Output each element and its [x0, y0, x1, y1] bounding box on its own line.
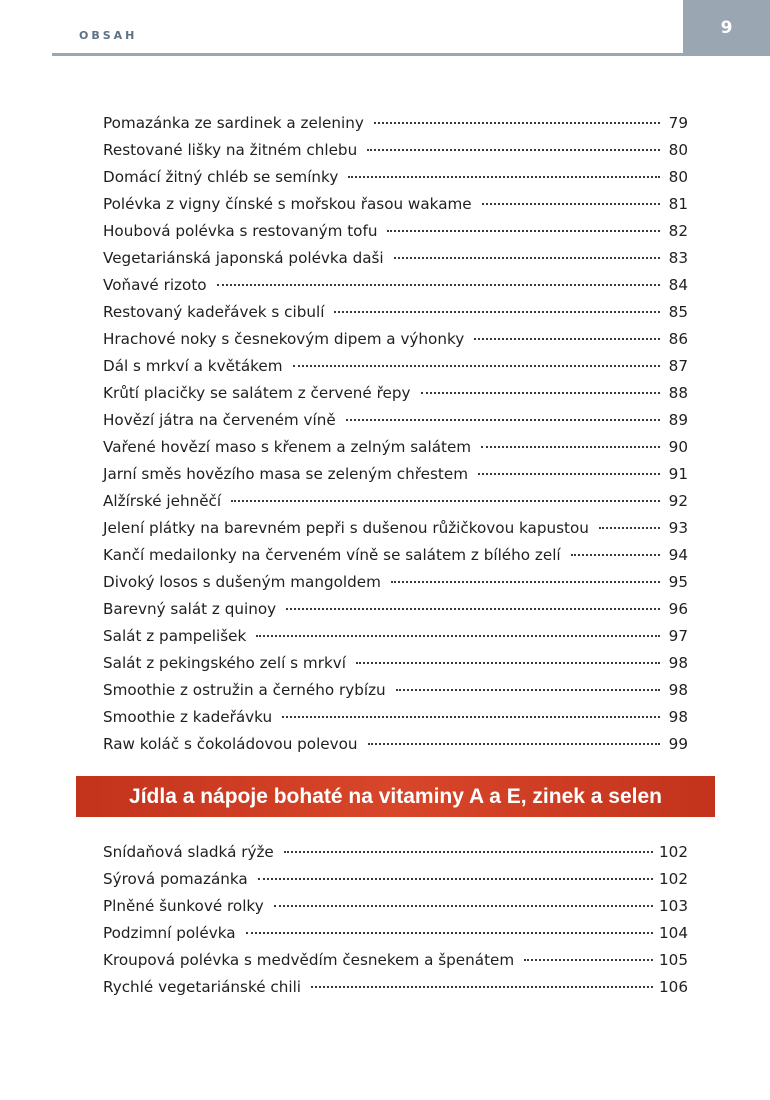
toc-entry[interactable]	[103, 542, 688, 569]
dot-leader	[246, 932, 653, 934]
toc-entry[interactable]	[103, 920, 688, 947]
toc-entry-page: 105	[659, 951, 688, 969]
dot-leader	[258, 878, 653, 880]
toc-entry[interactable]	[103, 704, 688, 731]
toc-entry-page: 102	[659, 843, 688, 861]
toc-entry-title: Podzimní polévka	[103, 924, 236, 942]
toc-entry[interactable]	[103, 353, 688, 380]
toc-entry-title: Divoký losos s dušeným mangoldem	[103, 573, 381, 591]
toc-entry[interactable]	[103, 947, 688, 974]
dot-leader	[348, 176, 660, 178]
toc-entry[interactable]	[103, 623, 688, 650]
toc-entry-title: Vegetariánská japonská polévka daši	[103, 249, 384, 267]
toc-entry-page: 103	[659, 897, 688, 915]
toc-entry[interactable]	[103, 596, 688, 623]
toc-entry-page: 98	[668, 654, 688, 672]
dot-leader	[284, 851, 653, 853]
toc-entry[interactable]	[103, 110, 688, 137]
dot-leader	[474, 338, 660, 340]
toc-entry-title: Plněné šunkové rolky	[103, 897, 264, 915]
dot-leader	[217, 284, 660, 286]
dot-leader	[286, 608, 660, 610]
toc-entry[interactable]	[103, 650, 688, 677]
dot-leader	[274, 905, 653, 907]
toc-entry-title: Jarní směs hovězího masa se zeleným chřestem	[103, 465, 468, 483]
toc-entry-page: 94	[668, 546, 688, 564]
toc-entry-title: Jelení plátky na barevném pepři s dušenou růžičkovou kapustou	[103, 519, 589, 537]
toc-list	[103, 110, 688, 758]
toc-entry[interactable]	[103, 299, 688, 326]
toc-entry-title: Sýrová pomazánka	[103, 870, 248, 888]
toc-entry-page: 96	[668, 600, 688, 618]
toc-entry-title: Kančí medailonky na červeném víně se salátem z bílého zelí	[103, 546, 561, 564]
toc-entry[interactable]	[103, 137, 688, 164]
dot-leader	[571, 554, 660, 556]
toc-entry-title: Domácí žitný chléb se semínky	[103, 168, 339, 186]
toc-entry-page: 80	[668, 141, 688, 159]
toc-entry-page: 83	[668, 249, 688, 267]
toc-entry[interactable]	[103, 866, 688, 893]
toc-entry-page: 98	[668, 708, 688, 726]
toc-entry-title: Raw koláč s čokoládovou polevou	[103, 735, 358, 753]
toc-entry-title: Vařené hovězí maso s křenem a zelným salátem	[103, 438, 472, 456]
toc-entry-title: Snídaňová sladká rýže	[103, 843, 274, 861]
toc-entry-page: 104	[659, 924, 688, 942]
toc-entry[interactable]	[103, 677, 688, 704]
toc-entry-page: 92	[668, 492, 688, 510]
page-number: 9	[683, 0, 770, 56]
toc-entry[interactable]	[103, 326, 688, 353]
toc-entry[interactable]	[103, 974, 688, 1001]
dot-leader	[481, 446, 660, 448]
toc-entry-page: 87	[668, 357, 688, 375]
toc-entry-page: 102	[659, 870, 688, 888]
running-header: OBSAH	[79, 29, 138, 42]
dot-leader	[524, 959, 653, 961]
toc-entry-page: 80	[668, 168, 688, 186]
toc-entry-page: 99	[668, 735, 688, 753]
toc-entry-page: 88	[668, 384, 688, 402]
toc-entry-title: Krůtí placičky se salátem z červené řepy	[103, 384, 411, 402]
toc-entry-title: Pomazánka ze sardinek a zeleniny	[103, 114, 364, 132]
dot-leader	[421, 392, 661, 394]
toc-entry-title: Hovězí játra na červeném víně	[103, 411, 336, 429]
toc-entry[interactable]	[103, 164, 688, 191]
toc-entry-page: 91	[668, 465, 688, 483]
toc-entry-title: Polévka z vigny čínské s mořskou řasou wakame	[103, 195, 472, 213]
dot-leader	[368, 743, 660, 745]
toc-entry[interactable]	[103, 407, 688, 434]
dot-leader	[374, 122, 660, 124]
dot-leader	[282, 716, 660, 718]
toc-entry-title: Restované lišky na žitném chlebu	[103, 141, 358, 159]
dot-leader	[311, 986, 653, 988]
toc-entry-title: Rychlé vegetariánské chili	[103, 978, 302, 996]
toc-entry-title: Alžírské jehněčí	[103, 492, 222, 510]
toc-entry-title: Salát z pampelišek	[103, 627, 247, 645]
toc-entry-page: 98	[668, 681, 688, 699]
dot-leader	[387, 230, 660, 232]
dot-leader	[478, 473, 660, 475]
dot-leader	[256, 635, 660, 637]
toc-entry-title: Barevný salát z quinoy	[103, 600, 277, 618]
toc-entry-title: Salát z pekingského zelí s mrkví	[103, 654, 346, 672]
dot-leader	[356, 662, 660, 664]
toc-entry-page: 95	[668, 573, 688, 591]
toc-entry-page: 97	[668, 627, 688, 645]
toc-entry[interactable]	[103, 461, 688, 488]
toc-entry-page: 93	[668, 519, 688, 537]
toc-entry[interactable]	[103, 272, 688, 299]
toc-entry-page: 82	[668, 222, 688, 240]
dot-leader	[599, 527, 660, 529]
toc-entry-page: 84	[668, 276, 688, 294]
dot-leader	[367, 149, 660, 151]
toc-entry[interactable]	[103, 731, 688, 758]
toc-entry-page: 90	[668, 438, 688, 456]
toc-list-section	[103, 839, 688, 1001]
toc-entry[interactable]	[103, 380, 688, 407]
toc-entry[interactable]	[103, 191, 688, 218]
toc-entry-title: Hrachové noky s česnekovým dipem a výhonky	[103, 330, 465, 348]
dot-leader	[391, 581, 660, 583]
toc-entry[interactable]	[103, 245, 688, 272]
toc-entry[interactable]	[103, 569, 688, 596]
toc-entry-title: Dál s mrkví a květákem	[103, 357, 283, 375]
toc-entry[interactable]	[103, 515, 688, 542]
toc-entry-title: Restovaný kadeřávek s cibulí	[103, 303, 325, 321]
dot-leader	[293, 365, 660, 367]
dot-leader	[346, 419, 660, 421]
dot-leader	[396, 689, 660, 691]
dot-leader	[482, 203, 660, 205]
toc-entry-page: 85	[668, 303, 688, 321]
toc-entry-page: 106	[659, 978, 688, 996]
toc-entry-page: 79	[668, 114, 688, 132]
toc-entry-page: 86	[668, 330, 688, 348]
toc-entry[interactable]	[103, 839, 688, 866]
toc-entry-title: Smoothie z kadeřávku	[103, 708, 273, 726]
toc-entry-page: 81	[668, 195, 688, 213]
toc-entry-title: Smoothie z ostružin a černého rybízu	[103, 681, 386, 699]
toc-entry-title: Voňavé rizoto	[103, 276, 207, 294]
toc-entry[interactable]	[103, 893, 688, 920]
toc-entry[interactable]	[103, 218, 688, 245]
dot-leader	[394, 257, 660, 259]
toc-entry-page: 89	[668, 411, 688, 429]
dot-leader	[334, 311, 660, 313]
header-rule	[52, 53, 770, 56]
dot-leader	[231, 500, 660, 502]
section-heading: Jídla a nápoje bohaté na vitaminy A a E, zinek a selen	[76, 776, 715, 817]
toc-entry-title: Kroupová polévka s medvědím česnekem a špenátem	[103, 951, 515, 969]
toc-entry-title: Houbová polévka s restovaným tofu	[103, 222, 378, 240]
toc-entry[interactable]	[103, 488, 688, 515]
toc-entry[interactable]	[103, 434, 688, 461]
